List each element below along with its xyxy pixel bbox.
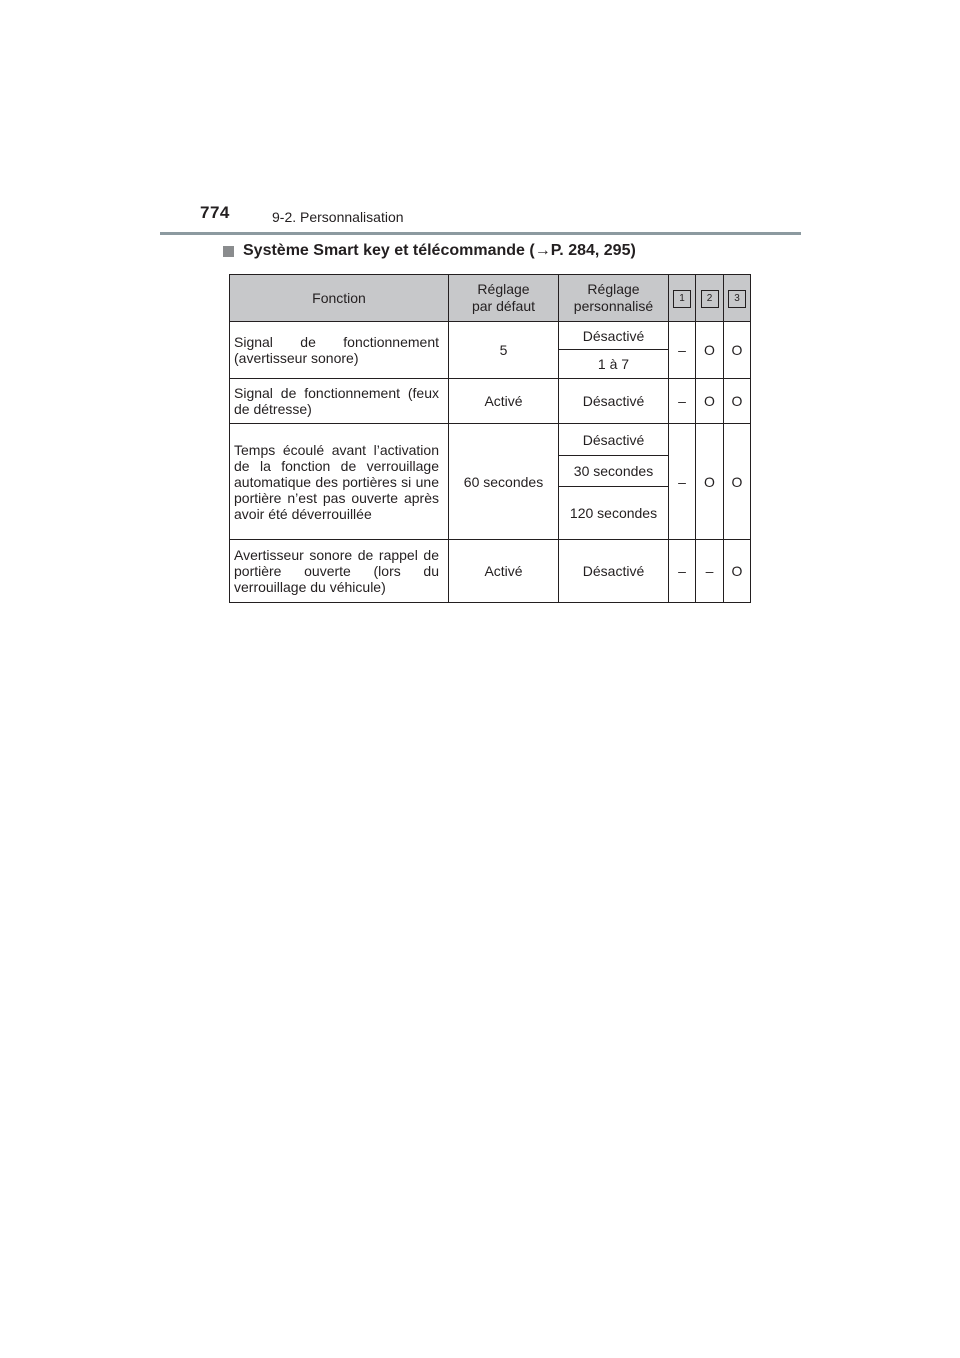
row-col-1: – [669, 424, 696, 540]
row-col-2: O [696, 379, 724, 424]
header-fonction: Fonction [230, 275, 449, 322]
row-custom-option: 1 à 7 [559, 350, 669, 379]
row-col-3: O [724, 322, 751, 379]
row-col-2: O [696, 322, 724, 379]
subheading [223, 242, 636, 260]
row-custom-option: Désactivé [559, 322, 669, 350]
row-default: Activé [449, 540, 559, 603]
row-custom-option: Désactivé [559, 540, 669, 603]
subheading-text: Système Smart key et télécommande (→P. 284, 295) [243, 242, 636, 259]
table-row [230, 379, 751, 424]
header-custom [559, 275, 669, 322]
header-default-text: Réglage par défaut [471, 281, 536, 314]
table-row [230, 540, 751, 603]
table-row [230, 424, 751, 456]
page-number: 774 [200, 203, 230, 222]
row-custom-option: 120 secondes [559, 487, 669, 540]
header-rule [160, 232, 801, 235]
section-title: 9-2. Personnalisation [272, 209, 404, 225]
header-default [449, 275, 559, 322]
settings-table [229, 274, 751, 603]
row-col-3: O [724, 379, 751, 424]
table-row [230, 322, 751, 350]
header-custom-text: Réglage personnalisé [573, 281, 654, 314]
row-default: 5 [449, 322, 559, 379]
row-default: 60 secondes [449, 424, 559, 540]
row-col-1: – [669, 322, 696, 379]
square-bullet-icon [223, 246, 234, 257]
row-function: Temps écoulé avant l’activation de la fonction de verrouillage automatique des portières si une portière n’est pas ouverte après avoir été déverrouillée [230, 424, 449, 540]
row-function: Signal de fonctionnement (feux de détresse) [230, 379, 449, 424]
row-col-2: – [696, 540, 724, 603]
row-col-1: – [669, 540, 696, 603]
header-col-3 [724, 275, 751, 322]
circled-1-icon: 1 [673, 290, 691, 308]
table-header-row [230, 275, 751, 322]
row-col-3: O [724, 540, 751, 603]
row-col-2: O [696, 424, 724, 540]
row-custom-option: Désactivé [559, 379, 669, 424]
header-col-1 [669, 275, 696, 322]
row-custom-option: Désactivé [559, 424, 669, 456]
row-col-1: – [669, 379, 696, 424]
header-col-2 [696, 275, 724, 322]
row-function: Signal de fonctionnement (avertisseur sonore) [230, 322, 449, 379]
circled-3-icon: 3 [728, 290, 746, 308]
row-col-3: O [724, 424, 751, 540]
row-default: Activé [449, 379, 559, 424]
row-function: Avertisseur sonore de rappel de portière ouverte (lors du verrouillage du véhicule) [230, 540, 449, 603]
circled-2-icon: 2 [701, 290, 719, 308]
row-custom-option: 30 secondes [559, 456, 669, 487]
